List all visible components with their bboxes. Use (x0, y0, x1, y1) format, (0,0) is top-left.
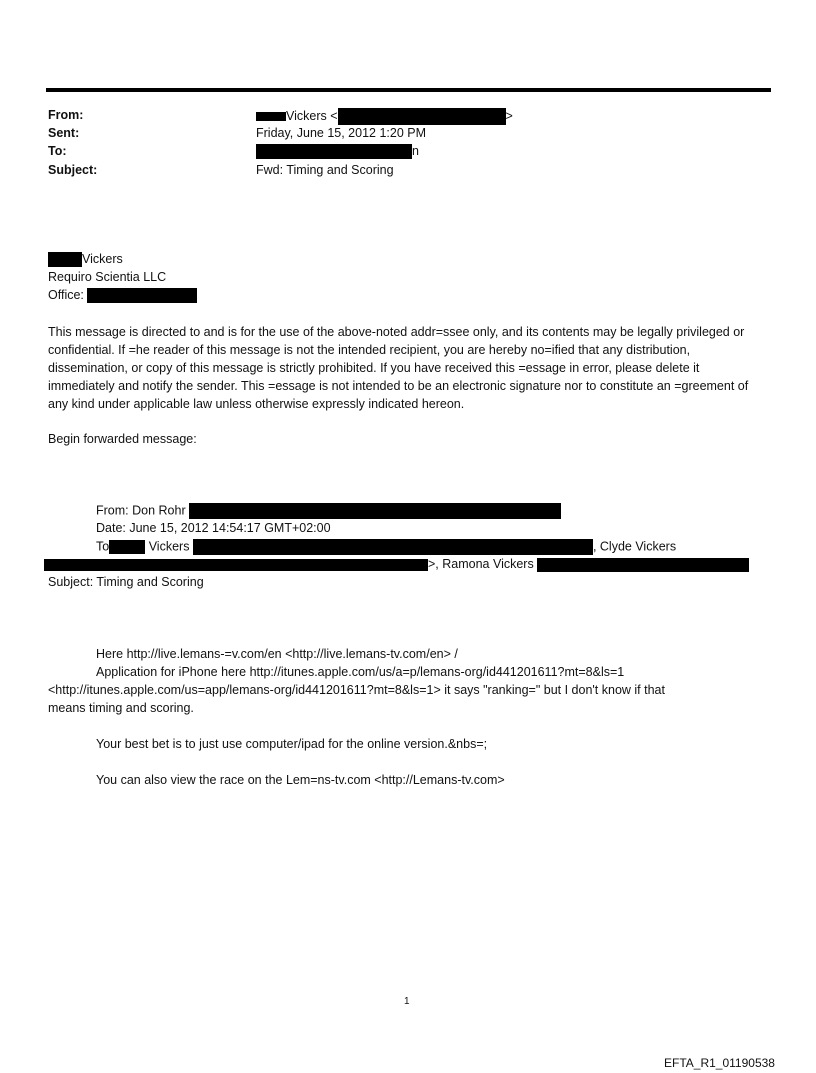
signature-name: Vickers (48, 252, 123, 267)
redaction (189, 503, 561, 519)
redaction (44, 559, 428, 571)
page-number: 1 (404, 996, 410, 1007)
body-line: <http://itunes.apple.com/us=app/lemans-org/id441201611?mt=8&ls=1> it says "ranking=" but I don't know if that (48, 683, 665, 697)
sent-label: Sent: (48, 126, 80, 140)
signature-office: Office: (48, 288, 197, 303)
forwarded-from: From: Don Rohr (96, 503, 561, 519)
redaction (48, 252, 82, 267)
body-line: Here http://live.lemans-=v.com/en <http://live.lemans-tv.com/en> / (96, 647, 458, 661)
redaction (87, 288, 197, 303)
redaction (193, 539, 593, 555)
subject-value: Fwd: Timing and Scoring (256, 163, 394, 177)
from-value: Vickers < > (256, 108, 513, 125)
subject-label: Subject: (48, 163, 98, 177)
redaction (338, 108, 506, 125)
to-label: To: (48, 144, 67, 158)
body-line: Your best bet is to just use computer/ipad for the online version.&nbs=; (96, 737, 488, 751)
sent-value: Friday, June 15, 2012 1:20 PM (256, 126, 427, 140)
forwarded-subject: Subject: Timing and Scoring (48, 575, 204, 589)
begin-forwarded-label: Begin forwarded message: (48, 432, 197, 446)
to-value: n (256, 144, 419, 159)
redaction (537, 558, 749, 572)
from-label: From: (48, 108, 84, 122)
body-line: You can also view the race on the Lem=ns-tv.com <http://Lemans-tv.com> (96, 773, 505, 787)
body-line: means timing and scoring. (48, 701, 194, 715)
document-id: EFTA_R1_01190538 (664, 1056, 775, 1070)
forwarded-to-continued: >, Ramona Vickers (44, 557, 749, 572)
redaction (256, 144, 412, 159)
header-rule (46, 88, 771, 92)
forwarded-to: To Vickers , Clyde Vickers (96, 539, 677, 554)
forwarded-date: Date: June 15, 2012 14:54:17 GMT+02:00 (96, 521, 331, 535)
redaction (256, 112, 286, 121)
signature-company: Requiro Scientia LLC (48, 270, 167, 284)
disclaimer-paragraph: This message is directed to and is for the use of the above-noted addr=ssee only, and its contents may be legally privileged or confidential. If =he reader of this message is not the intended recipient, you are hereby no=ified that any distribution, dissemination, or copy of this message is strictly prohibited. If you have received this =essage in error, please delete it immediately and notify the sender. This =essage is not intended to be an electronic signature nor to constitute an =greement of any kind under applicable law unless otherwise expressly indicated hereon. (48, 325, 749, 411)
redaction (109, 540, 145, 554)
body-line: Application for iPhone here http://itunes.apple.com/us/a=p/lemans-org/id441201611?mt=8&ls=1 (96, 665, 625, 679)
